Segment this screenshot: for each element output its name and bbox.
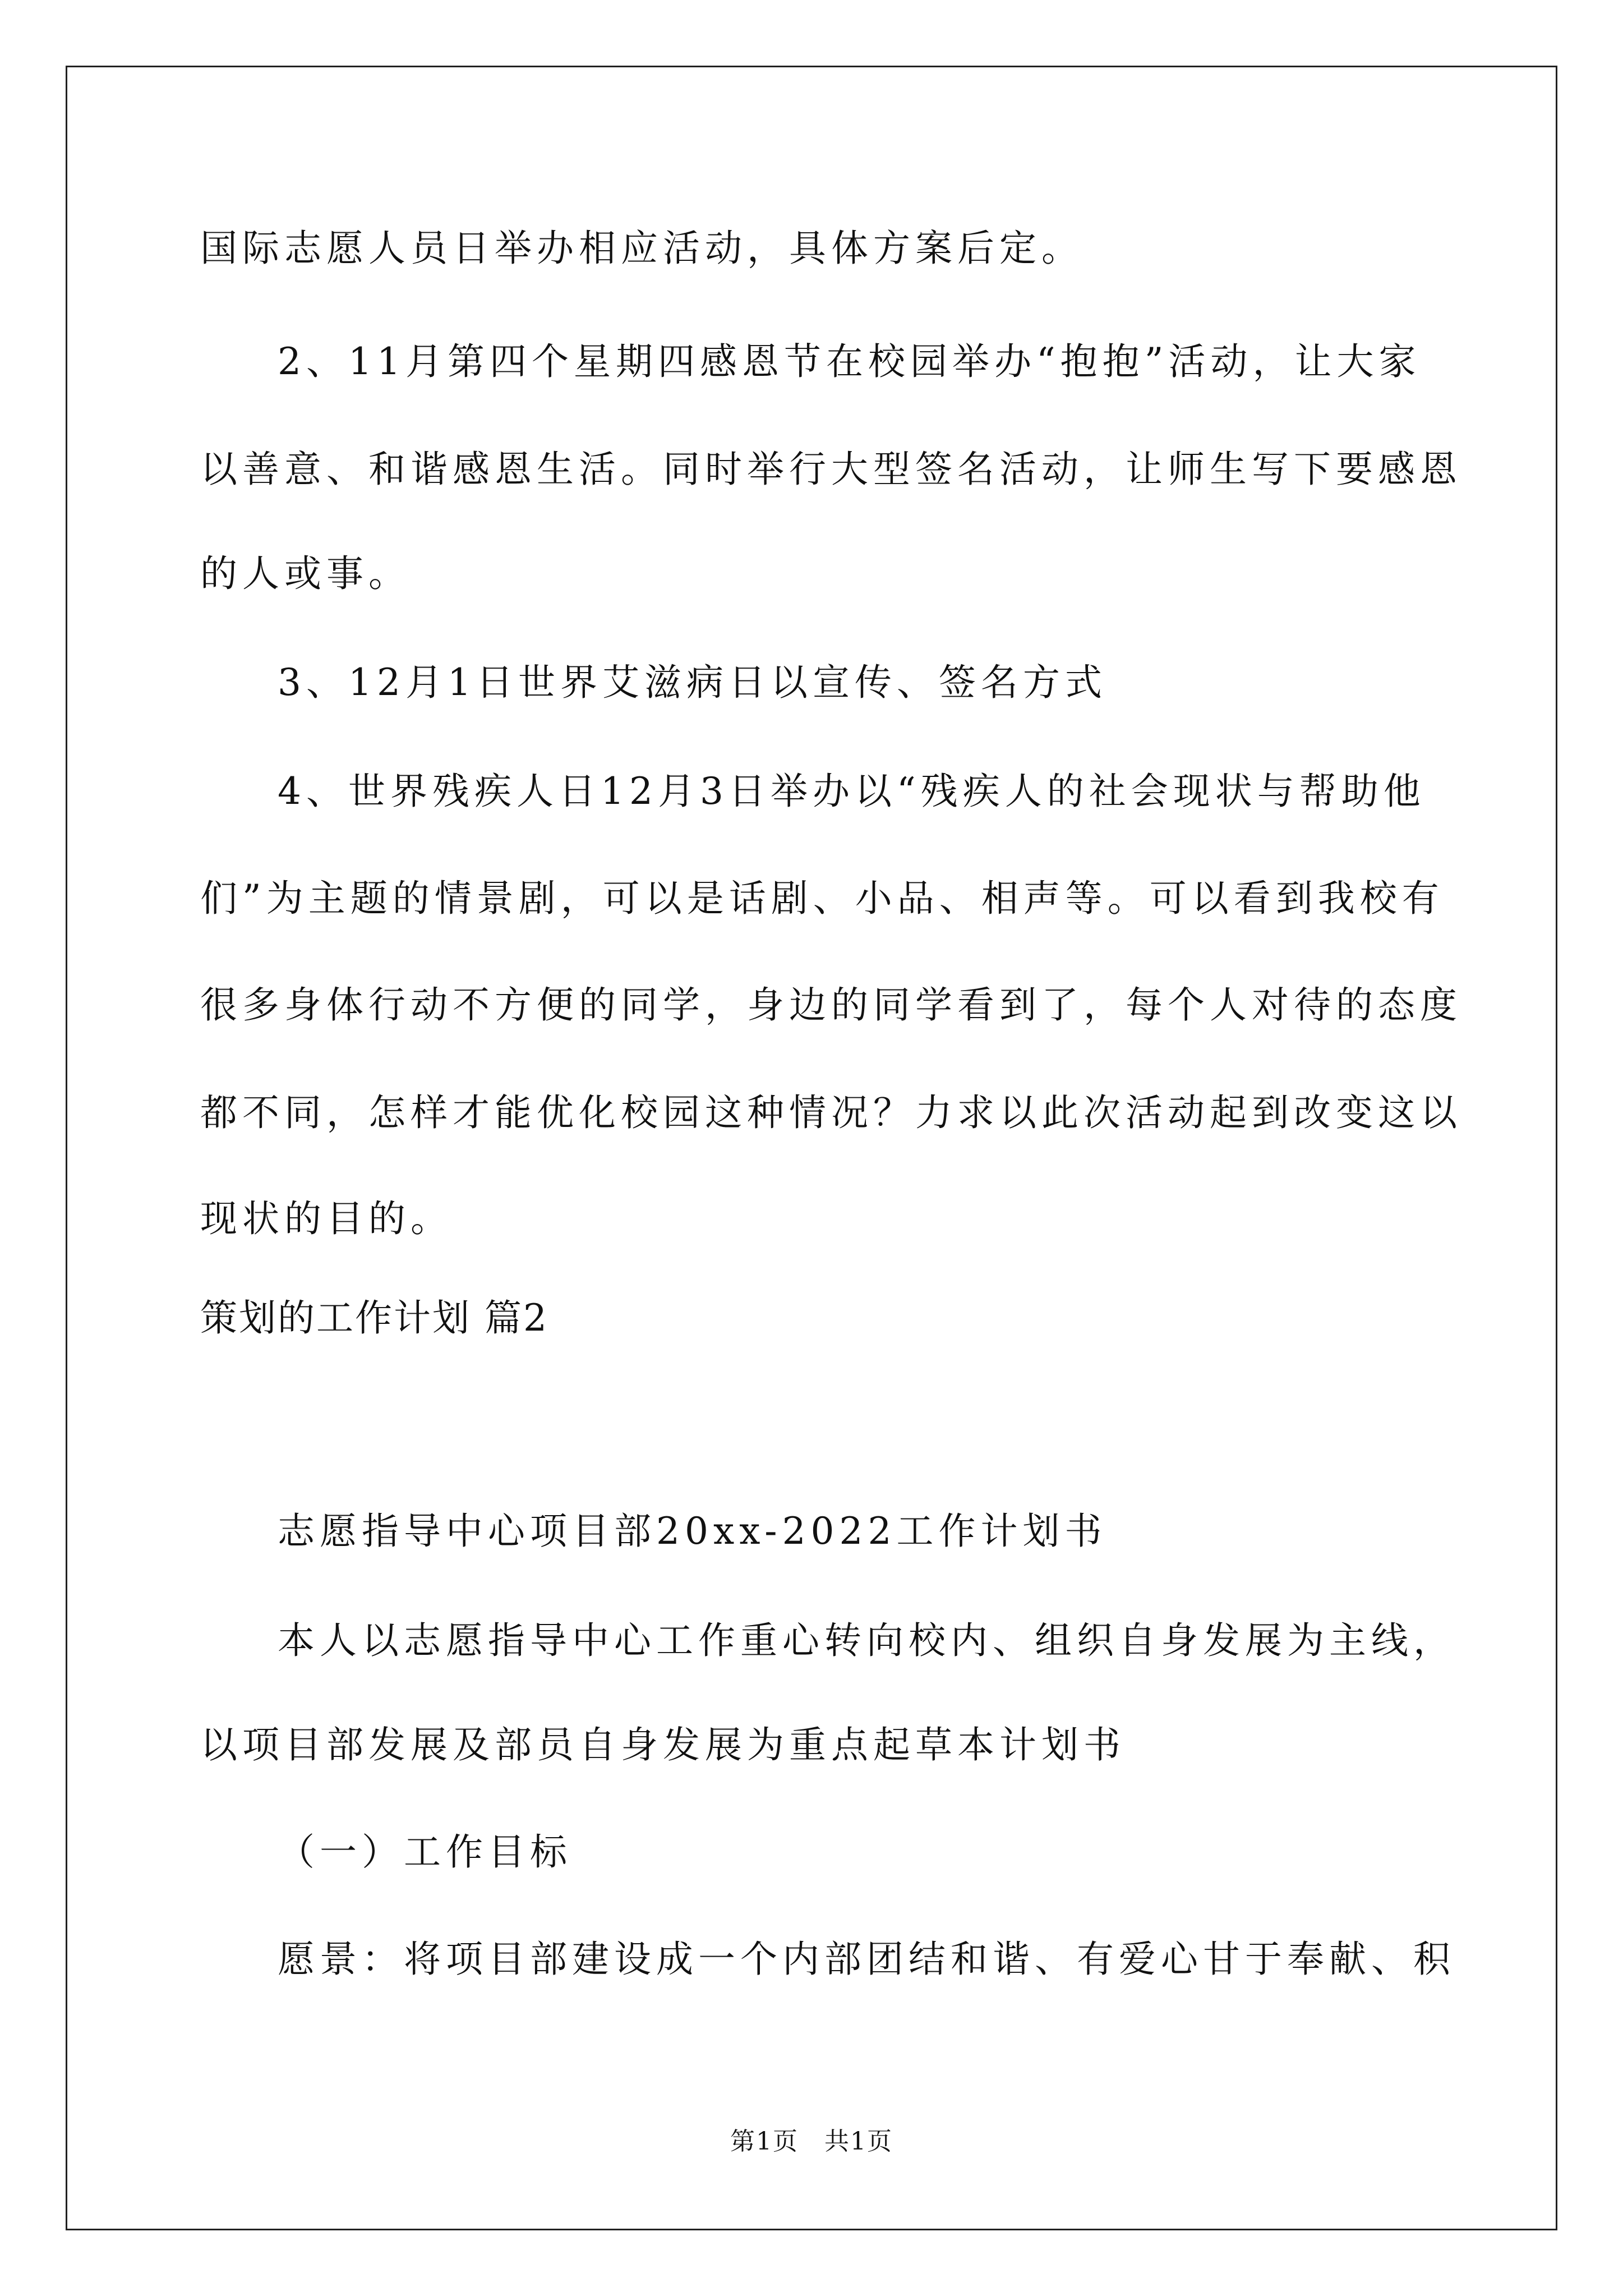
paragraph-line: 3、12月1日世界艾滋病日以宣传、签名方式	[278, 661, 1107, 704]
paragraph-line: 很多身体行动不方便的同学，身边的同学看到了，每个人对待的态度	[200, 983, 1462, 1027]
paragraph-line: 4、世界残疾人日12月3日举办以“残疾人的社会现状与帮助他	[278, 770, 1426, 813]
page-border	[66, 66, 1557, 2230]
paragraph-line: 国际志愿人员日举办相应活动，具体方案后定。	[200, 227, 1083, 270]
paragraph-line: 以项目部发展及部员自身发展为重点起草本计划书	[200, 1723, 1126, 1766]
paragraph-line: 都不同，怎样才能优化校园这种情况？力求以此次活动起到改变这以	[200, 1091, 1462, 1134]
section-heading: 策划的工作计划 篇2	[200, 1296, 548, 1340]
paragraph-line: 本人以志愿指导中心工作重心转向校内、组织自身发展为主线，	[278, 1619, 1455, 1662]
paragraph-line: 现状的目的。	[200, 1197, 453, 1240]
paragraph-line: （一）工作目标	[278, 1830, 572, 1874]
page-footer: 第1页 共1页	[730, 2127, 893, 2156]
paragraph-line: 志愿指导中心项目部20xx-2022工作计划书	[278, 1510, 1107, 1553]
paragraph-line: 的人或事。	[200, 552, 411, 595]
paragraph-line: 2、11月第四个星期四感恩节在校园举办“抱抱”活动，让大家	[278, 340, 1421, 383]
paragraph-line: 们”为主题的情景剧，可以是话剧、小品、相声等。可以看到我校有	[200, 877, 1444, 920]
paragraph-line: 愿景：将项目部建设成一个内部团结和谐、有爱心甘于奉献、积	[278, 1938, 1455, 1981]
paragraph-line: 以善意、和谐感恩生活。同时举行大型签名活动，让师生写下要感恩	[200, 448, 1462, 491]
